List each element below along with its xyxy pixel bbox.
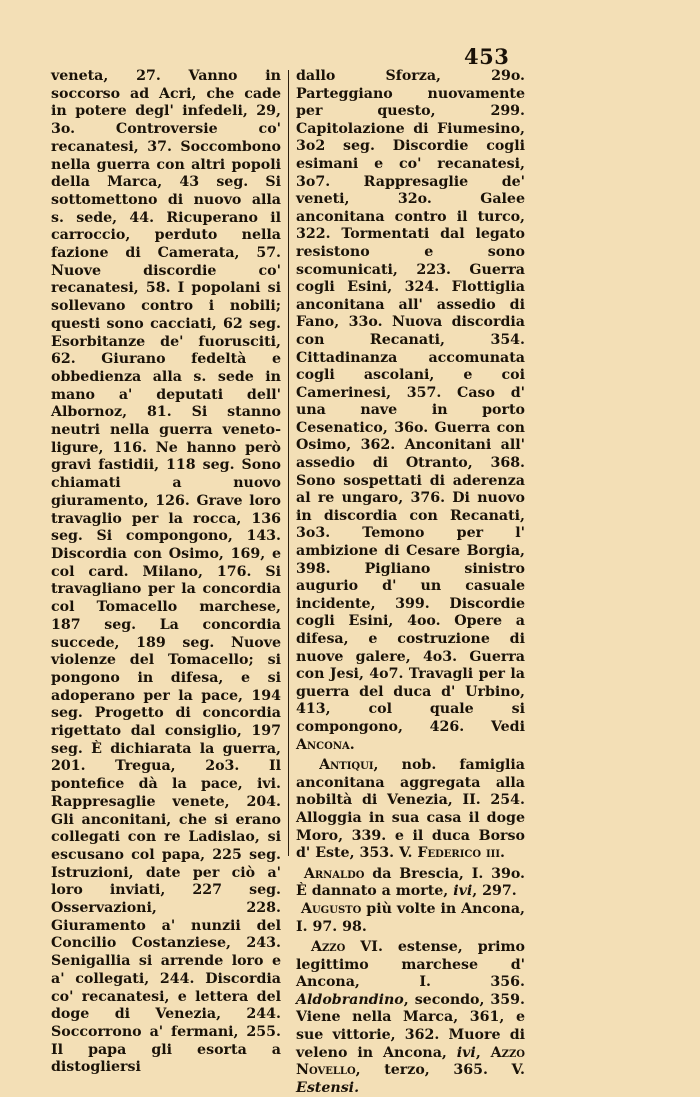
entry-tail: , 297. — [472, 883, 517, 900]
right-column — [296, 68, 525, 1097]
right-column-continuation — [296, 68, 525, 754]
entry-ivi: ivi — [453, 883, 473, 900]
entry-sc-name: Azzo Novello — [296, 1044, 525, 1079]
entry-head: Arnaldo — [303, 865, 365, 882]
left-column — [51, 68, 281, 1077]
entry-body-3: , terzo, 365. — [355, 1062, 488, 1079]
entry-body-2: , secondo, 359. Viene nella Marca, 361, e sue vittorie, 362. Muore di veleno in Ancona, — [296, 991, 525, 1061]
left-column-text: veneta, 27. Vanno in soccorso ad Acri, che cade in potere degl' infedeli, 29, 3o. Controversie co' recanatesi, 37. Soccombono nella guerra con altri popoli della Marca, 43 seg. Si sottomettono di nuovo alla s. sede, 44. Ricuperano il carroccio, perduto nella fazione di Camerata, 57. Nuove discordie co' recanatesi, 58. I popolani si sollevano contro i nobili; questi sono cacciati, 62 seg. Esorbitanze de' fuorusciti, 62. Giurano fedeltà e obbedienza alla s. sede in mano a' deputati dell' Albornoz, 81. Si stanno neutri nella guerra veneto-ligure, 116. Ne hanno però gravi fastidii, 118 seg. Sono chiamati a nuovo giuramento, 126. Grave loro travaglio per la rocca, 136 seg. Si compongono, 143. Discordia con Osimo, 169, e col card. Milano, 176. Si travagliano per la concordia col Tomacello marchese, 187 seg. La concordia succede, 189 seg. Nuove violenze del Tomacello; si pongono in difesa, e si adoperano per la pace, 194 seg. Progetto di concordia rigettato dal consiglio, 197 seg. È dichiarata la guerra, 201. Tregua, 2o3. Il pontefice dà la pace, ivi. Rappresaglie venete, 204. Gli anconitani, che si erano collegati con re Ladislao, si escusano col papa, 225 seg. Istruzioni, date per ciò a' loro inviati, 227 seg. Osservazioni, 228. Giuramento a' nunzii del Concilio Costanziese, 243. Senigallia si arrende loro e a' collegati, 244. Discordia co' recanatesi, e lettera del doge di Venezia, 244. Soccorrono a' fermani, 255. Il papa gli esorta a distogliersi — [51, 68, 281, 1076]
entry-head: Antiqui — [319, 757, 374, 774]
entry-head: Augusto — [300, 900, 362, 917]
entry-ref-prefix: V. — [511, 1062, 525, 1079]
index-entry-arnaldo — [296, 866, 525, 901]
column-divider — [288, 70, 289, 856]
entry-reference: Estensi. — [296, 1079, 360, 1096]
entry-body: estense, primo legittimo marchese d' Ancona, I. 356. — [296, 939, 525, 991]
index-entry-augusto — [296, 901, 525, 936]
entry-body: , nob. famiglia anconitana aggregata alla nobiltà di Venezia, II. 254. Alloggia in sua casa il doge Moro, 339. e il duca Borso d' Este, 353. — [296, 757, 525, 862]
entry-body: da Brescia, I. 39o. È dannato a morte, — [296, 865, 525, 900]
index-entry-antiqui — [296, 757, 525, 863]
continuation-text: dallo Sforza, 29o. Parteggiano nuovamente per questo, 299. Capitolazione di Fiumesino, 3o2 seg. Discordie cogli esimani e co' recanatesi, 3o7. Rappresaglie de' veneti, 32o. Galee anconitana contro il turco, 322. Tormentati dal legato resistono e sono scomunicati, 223. Guerra cogli Esini, 324. Flottiglia anconitana all' assedio di Fano, 33o. Nuova discordia con Recanati, 354. Cittadinanza accomunata cogli ascolani, e coi Camerinesi, 357. Caso d' una nave in porto Cesenatico, 36o. Guerra con Osimo, 362. Anconitani all' assedio di Otranto, 368. Sono sospettati di aderenza al re ungaro, 376. Di nuovo in discordia con Recanati, 3o3. Temono per l' ambizione di Cesare Borgia, 398. Pigliano sinistro augurio d' un casuale incidente, 399. Discordie cogli Esini, 4oo. Opere a difesa, e costruzione di nuove galere, 4o3. Guerra con Jesi, 4o7. Travagli per la guerra del duca d' Urbino, 413, col quale si compongono, 426. Vedi — [296, 68, 525, 735]
entry-italic-name: Aldobrandino — [296, 991, 404, 1008]
entry-ref-prefix: V. — [398, 845, 413, 862]
index-entry-azzo: Azzo VI. estense, primo legittimo marchese d' Ancona, I. 356. Aldobrandino, secondo, 359. Viene nella Marca, 361, e sue vittorie, 362. Muore di veleno in Ancona, ivi, Azzo Novello, terzo, 365. V. Estensi. — [296, 939, 525, 1096]
entry-ivi: ivi — [456, 1044, 476, 1061]
entry-reference: Federico iii. — [417, 845, 505, 862]
entry-body: più volte in Ancona, I. 97. 98. — [296, 900, 525, 935]
continuation-reference: Ancona. — [296, 736, 355, 753]
entry-head: Azzo VI. — [311, 939, 383, 956]
page-number: 453 — [464, 44, 510, 69]
